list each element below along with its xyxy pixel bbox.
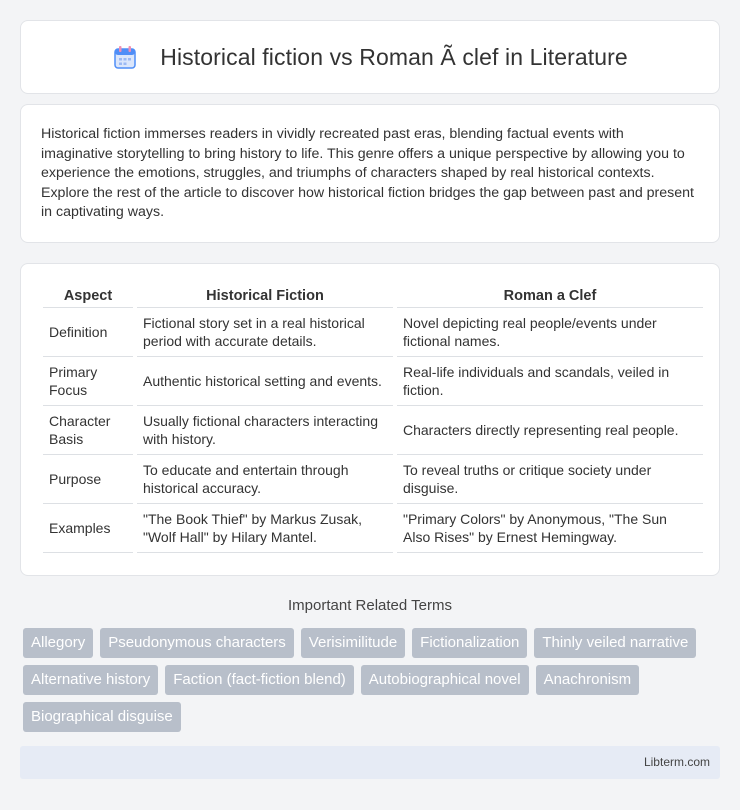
table-row [43,357,703,406]
column-header-historical-fiction: Historical Fiction [137,284,393,308]
footer [20,746,720,779]
table-row [43,406,703,455]
table-row [43,504,703,553]
related-terms-list [23,628,723,732]
table-row [43,455,703,504]
header-inner [112,44,628,71]
row-historical-fiction: Fictional story set in a real historical period with accurate details. [137,308,393,357]
tag-pseudonymous-characters[interactable]: Pseudonymous characters [100,628,294,658]
row-roman-a-clef: Real-life individuals and scandals, veiled in fiction. [397,357,703,406]
row-aspect: Definition [43,308,133,357]
row-historical-fiction: To educate and entertain through historical accuracy. [137,455,393,504]
comparison-card [20,263,720,576]
row-roman-a-clef: To reveal truths or critique society under disguise. [397,455,703,504]
row-roman-a-clef: Characters directly representing real people. [397,406,703,455]
table-header-row [43,284,703,308]
row-historical-fiction: "The Book Thief" by Markus Zusak, "Wolf Hall" by Hilary Mantel. [137,504,393,553]
tag-allegory[interactable]: Allegory [23,628,93,658]
tag-fictionalization[interactable]: Fictionalization [412,628,527,658]
tag-thinly-veiled-narrative[interactable]: Thinly veiled narrative [534,628,696,658]
tag-autobiographical-novel[interactable]: Autobiographical novel [361,665,529,695]
intro-text: Historical fiction immerses readers in vividly recreated past eras, blending factual events with imaginative storytelling to bring history to life. This genre offers a unique perspective by allowing you to experience the emotions, struggles, and triumphs of characters shaped by real historical contexts. Explore the rest of the article to discover how historical fiction bridges the gap between past and present in captivating ways. [41,126,694,221]
header-card [20,20,720,94]
calendar-icon [112,44,138,70]
row-historical-fiction: Authentic historical setting and events. [137,357,393,406]
table-row [43,308,703,357]
tag-verisimilitude[interactable]: Verisimilitude [301,628,405,658]
tag-anachronism[interactable]: Anachronism [536,665,640,695]
column-header-roman-a-clef: Roman a Clef [397,284,703,308]
related-terms-title: Important Related Terms [288,597,452,614]
row-historical-fiction: Usually fictional characters interacting with history. [137,406,393,455]
row-aspect: Primary Focus [43,357,133,406]
comparison-table [39,284,707,553]
tag-biographical-disguise[interactable]: Biographical disguise [23,702,181,732]
row-aspect: Purpose [43,455,133,504]
tag-alternative-history[interactable]: Alternative history [23,665,158,695]
intro-card [20,104,720,243]
row-roman-a-clef: "Primary Colors" by Anonymous, "The Sun Also Rises" by Ernest Hemingway. [397,504,703,553]
footer-site-link[interactable]: Libterm.com [643,755,710,769]
row-aspect: Examples [43,504,133,553]
row-aspect: Character Basis [43,406,133,455]
column-header-aspect: Aspect [43,284,133,308]
row-roman-a-clef: Novel depicting real people/events under fictional names. [397,308,703,357]
tag-faction[interactable]: Faction (fact-fiction blend) [165,665,354,695]
page-title: Historical fiction vs Roman Ã clef in Literature [160,43,628,70]
